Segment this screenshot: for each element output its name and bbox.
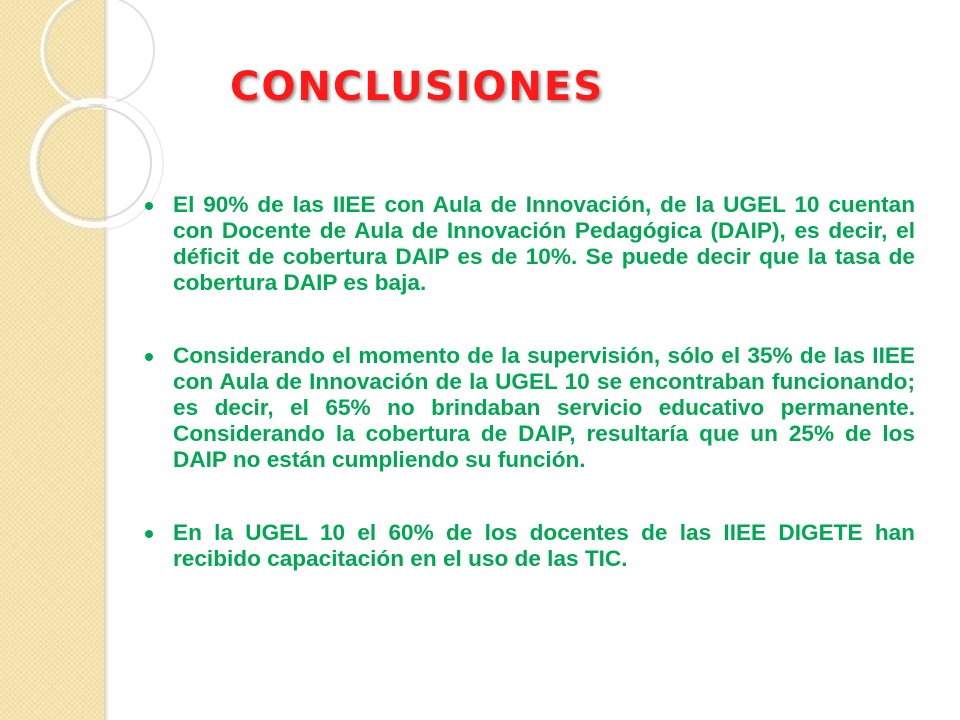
conclusion-text: Considerando el momento de la supervisión, sólo el 35% de las IIEE con Aula de Innovación de la UGEL 10 se encontraban funcionando; es decir, el 65% no brindaban servicio educativo permanente. Considerando la cobertura de DAIP, resultaría que un 25% de los DAIP no están cumpliendo su función. [173, 343, 915, 472]
bullet-dot-icon [145, 202, 153, 210]
conclusion-item [145, 520, 915, 572]
bullet-dot-icon [145, 530, 153, 538]
conclusion-item [145, 343, 915, 473]
bullet-dot-icon [145, 353, 153, 361]
conclusion-item [145, 192, 915, 296]
conclusion-text: En la UGEL 10 el 60% de los docentes de las IIEE DIGETE han recibido capacitación en el uso de las TIC. [173, 520, 915, 571]
slide-title: CONCLUSIONES [230, 64, 605, 110]
conclusion-text: El 90% de las IIEE con Aula de Innovación, de la UGEL 10 cuentan con Docente de Aula de Innovación Pedagógica (DAIP), es decir, el déficit de cobertura DAIP es de 10%. Se puede decir que la tasa de cobertura DAIP es baja. [173, 192, 915, 295]
conclusions-list [145, 192, 915, 572]
